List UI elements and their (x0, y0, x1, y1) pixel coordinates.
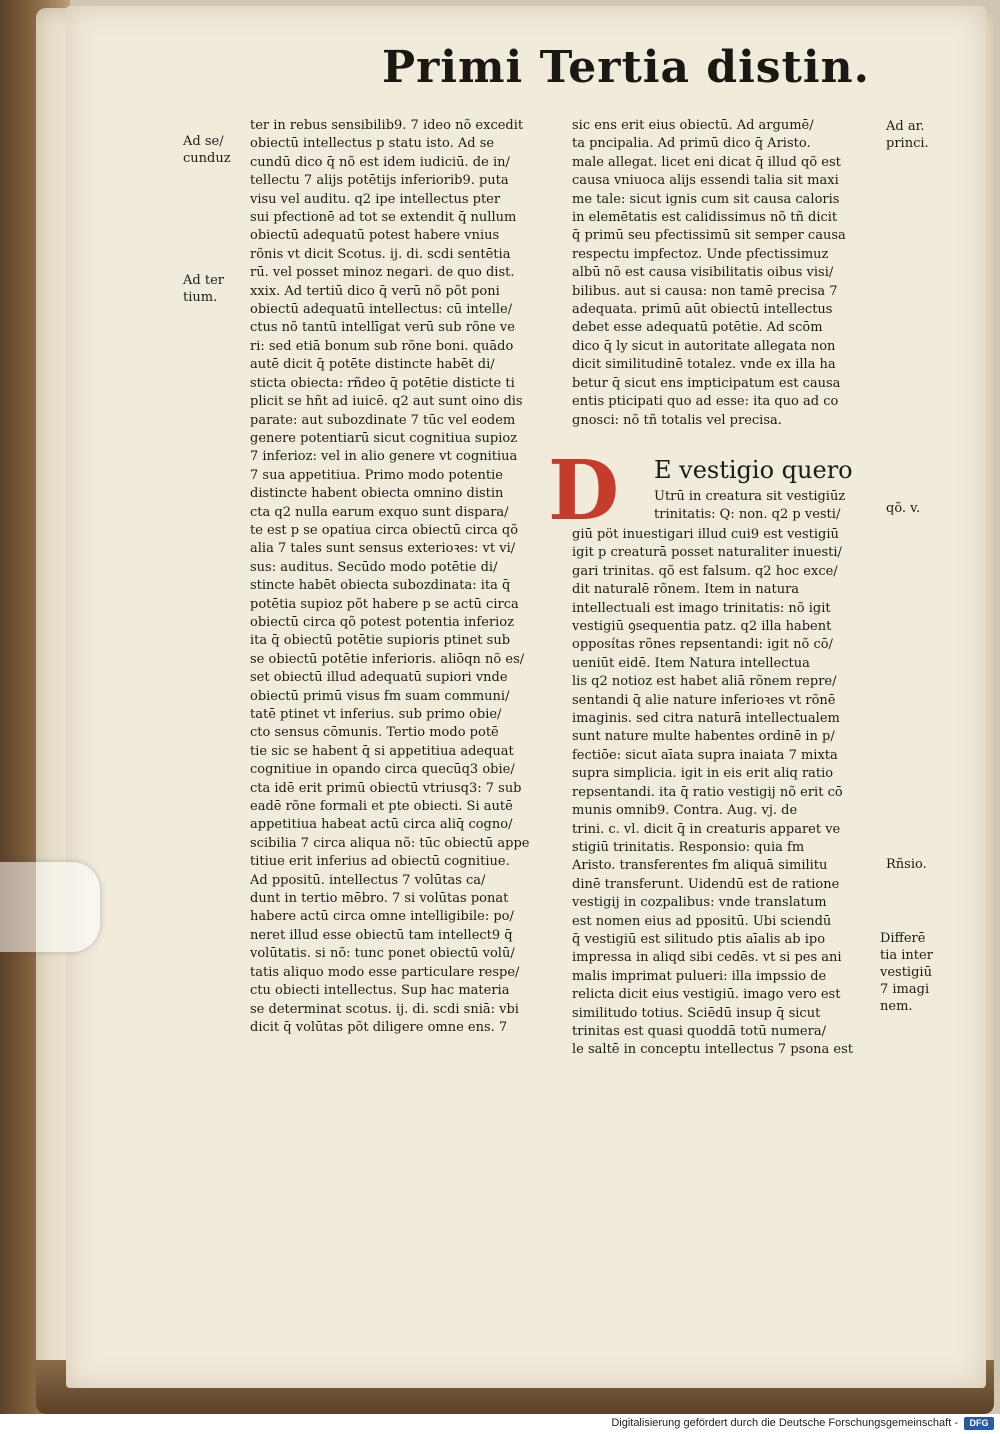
text-line: relicta dicit eius vestigiū. imago vero est (572, 987, 841, 1003)
text-line: cognitiue in opando circa quecūq3 obie/ (250, 762, 515, 778)
text-line: supra simplicia. igit in eis erit aliq ratio (572, 766, 834, 782)
text-line: q̄ vestigiū est silitudo ptis aīalis ab ipo (572, 931, 826, 947)
running-header: Primi Tertia distin. (382, 42, 870, 93)
text-line: plicit se hñt ad iuicē. q2 aut sunt oino dis (250, 394, 523, 410)
text-line: q̄ primū seu pfectissimū sit semper causa (572, 228, 846, 244)
text-line: me tale: sicut ignis cum sit causa caloris (572, 191, 840, 207)
margin-note-differentia: Differē tia inter vestigiū 7 imagi nem. (880, 931, 933, 1014)
text-line: intellectuali est imago trinitatis: nõ igit (572, 600, 831, 616)
text-line: ctus nõ tantū intellīgat verū sub rõne ve (250, 320, 515, 336)
text-line: trini. c. vl. dicit q̄ in creaturis apparet ve (572, 821, 841, 837)
text-line: sui pfectionē ad tot se extendit q̄ nullum (250, 210, 517, 226)
footer-bar (0, 1414, 1000, 1434)
text-line: albū nõ est causa visibilitatis oibus visi/ (572, 265, 834, 281)
text-line: cundū dico q̄ nõ est idem iudiciū. de in/ (250, 154, 510, 170)
text-line: autē dicit q̄ potēte distincte habēt di/ (250, 357, 495, 373)
right-text-column-bottom (572, 526, 877, 1060)
margin-note-question: qõ. v. (886, 501, 921, 516)
text-line: lis q2 notioz est habet aliā rõnem repre/ (572, 674, 837, 690)
text-line: imaginis. sed citra naturā intellectualem (572, 711, 840, 727)
text-line: stigiū trinitatis. Responsio: quia fm (572, 839, 805, 855)
text-line: dinē transferunt. Uidendū est de ratione (572, 876, 840, 892)
text-line: potētia supioz põt habere p se actū circa (250, 596, 519, 612)
text-line: sunt nature multe habentes ordinē in p/ (572, 729, 835, 745)
text-line: obiectū adequatū potest habere vnius (250, 228, 500, 244)
text-line: sus: auditus. Secūdo modo potētie di/ (250, 559, 498, 575)
text-line: set obiectū illud adequatū supiori vnde (250, 670, 508, 686)
text-line: gari trinitas. qõ est falsum. q2 hoc exce/ (572, 563, 838, 579)
text-line: Ad ppositū. intellectus 7 volūtas ca/ (250, 872, 486, 888)
text-line: vestigiū ꝯsequentia patz. q2 illa habent (572, 619, 832, 635)
text-line: ctu obiecti intellectus. Sup hac materia (250, 983, 510, 999)
text-line: cta idē erit primū obiectū vtriusq3: 7 sub (250, 780, 522, 796)
text-line: obiectū intellectus p statu isto. Ad se (250, 136, 495, 152)
text-line: ter in rebus sensibilib9. 7 ideo nõ excedit (250, 118, 524, 133)
text-line: fectiōe: sicut aīata supra inaiata 7 mixta (572, 747, 838, 763)
text-line: opposítas rõnes repsentandi: igit nõ cō/ (572, 637, 833, 653)
text-line: munis omnib9. Contra. Aug. vj. de (572, 803, 798, 819)
text-line: causa vniuoca aliјs essendi talia sit maxi (572, 173, 839, 189)
left-text-column (250, 117, 560, 1037)
text-line: repsentandi. ita q̄ ratio vestigij nõ erit cō (572, 784, 843, 800)
text-line: ta pncipalia. Ad primū dico q̄ Aristo. (572, 136, 811, 152)
text-line: respectu impfectoz. Unde pfectissimuz (572, 246, 829, 262)
text-line: le saltē in conceptu intellectus 7 psona est (572, 1042, 853, 1058)
text-line: giū pöt inuestigari illud cui9 est vestigiū (572, 527, 839, 542)
text-line: distincte habent obiecta omnino distin (250, 486, 504, 502)
margin-note-ad-argumenta: Ad ar. princi. (886, 119, 929, 151)
text-line: se obiectū potētie inferioris. aliōqn nõ es/ (250, 651, 525, 667)
text-line: ri: sed etiā bonum sub rõne boni. quādo (250, 338, 514, 354)
rubricated-initial: D (548, 443, 620, 539)
text-line: 7 sua appetitiua. Primo modo potentie (250, 467, 503, 483)
text-line: gnosci: nõ tñ totalis vel precisa. (572, 412, 782, 428)
text-line: debet esse adequatū potētie. Ad scōm (572, 320, 823, 336)
text-line: in elemētatis est calidissimus nõ tñ dicit (572, 210, 838, 226)
text-line: sentandi q̄ alie nature inferioꝛes vt rõnē (572, 692, 836, 708)
text-line: Aristo. transferentes fm aliquā similitu (572, 858, 828, 874)
funding-notice: Digitalisierung gefördert durch die Deutsche Forschungsgemeinschaft - (611, 1417, 958, 1429)
text-line: tatē ptinet vt inferius. sub primo obie/ (250, 707, 502, 722)
text-line: dico q̄ ly sicut in autoritate allegata non (572, 338, 836, 354)
text-line: alia 7 tales sunt sensus exterioꝛes: vt vi/ (250, 541, 516, 557)
text-line: sticta obiecta: rñdeo q̄ potētie disticte ti (250, 375, 515, 391)
text-line: genere potentiarū sicut cognitiua supioz (250, 430, 518, 446)
text-line: te est p se opatiua circa obiectū circa qõ (250, 522, 519, 538)
text-line: trinitas est quasi quoddā totū numera/ (572, 1023, 826, 1039)
text-line: similitudo totius. Sciēdū insup q̄ sicut (572, 1005, 821, 1021)
section-heading: E vestigio quero (654, 456, 853, 484)
text-line: tatis aliquo modo esse particulare respe/ (250, 964, 520, 980)
text-line: tellectu 7 aliјs potētijs inferiorib9. puta (250, 173, 509, 189)
text-line: betur q̄ sicut ens impticipatum est causa (572, 375, 841, 391)
text-line: cto sensus cōmunis. Tertio modo potē (250, 725, 499, 741)
text-line: obiectū primū visus fm suam communi/ (250, 688, 510, 704)
text-line: impressa in aliqd sibi cedēs. vt si pes ani (572, 950, 842, 966)
text-line: titiue erit inferius ad obiectū cognitiue. (250, 854, 510, 870)
question-opening: Utrū in creatura sit vestigiūz trinitatis: Q: non. q2 p vesti/ (654, 489, 846, 522)
text-line: volūtatis. si nõ: tunc ponet obiectū volū/ (250, 946, 515, 962)
text-line: rõnis vt dicit Scotus. ij. di. scdi sentētia (250, 246, 511, 262)
text-line: ita q̄ obiectū potētie supioris ptinet sub (250, 633, 511, 649)
text-line: habere actū circa omne intelligibile: po/ (250, 909, 514, 925)
margin-note-ad-secundum: Ad se/ cunduz (183, 134, 231, 166)
text-line: neret illud esse obiectū tam intellect9 q̄ (250, 927, 513, 943)
text-line: vestigij in cozpalibus: vnde translatum (572, 895, 827, 911)
text-line: eadē rõne formali et pte obiecti. Si autē (250, 799, 513, 815)
text-line: xxix. Ad tertiū dico q̄ verū nõ põt poni (250, 283, 500, 299)
text-line: male allegat. licet eni dicat q̄ illud qõ est (572, 154, 841, 170)
page-clip (0, 862, 100, 952)
text-line: cta q2 nulla earum exquo sunt dispara/ (250, 504, 509, 520)
text-line: adequata. primū aūt obiectū intellectus (572, 302, 833, 318)
right-text-column-top (572, 117, 877, 430)
text-line: dicit q̄ volūtas põt diligere omne ens. 7 (250, 1019, 508, 1035)
margin-note-responsio: Rñsio. (886, 857, 927, 872)
dfg-logo: DFG (964, 1417, 994, 1430)
text-line: igit p creaturā posset naturaliter inuesti/ (572, 545, 842, 561)
text-line: rū. vel posset minoz negari. de quo dist. (250, 265, 515, 281)
text-line: obiectū circa qõ potest potentia inferioz (250, 614, 514, 630)
text-line: 7 inferioz: vel in alio genere vt cognitiua (250, 449, 518, 465)
text-line: sic ens erit eius obiectū. Ad argumē/ (572, 118, 814, 133)
text-line: malis imprimat pulueri: illa impssio de (572, 968, 827, 984)
text-line: bilibus. aut si causa: non tamē precisa 7 (572, 283, 838, 299)
text-line: parate: aut subozdinate 7 tūc vel eodem (250, 412, 516, 428)
text-line: dunt in tertio mēbro. 7 si volūtas ponat (250, 891, 509, 907)
text-line: stincte habēt obiecta subozdinata: ita q̄ (250, 578, 511, 594)
text-line: dicit similitudinē totalez. vnde ex illa ha (572, 357, 836, 373)
text-line: obiectū adequatū intellectus: cū intelle/ (250, 302, 513, 318)
text-line: se determinat scotus. ij. di. scdi sniā: vbi (250, 1001, 519, 1017)
text-line: entis pticipati quo ad esse: ita quo ad co (572, 394, 839, 410)
text-line: dit naturalē rõnem. Item in natura (572, 582, 800, 598)
text-line: est nomen eius ad ppositū. Ubi sciendū (572, 913, 832, 929)
margin-note-ad-tertium: Ad ter tium. (183, 273, 224, 305)
text-line: appetitiua habeat actū circa aliq̄ cogno/ (250, 817, 513, 833)
text-line: ueniūt eidē. Item Natura intellectua (572, 655, 810, 671)
text-line: scibilia 7 circa aliqua nõ: tūc obiectū appe (250, 835, 530, 851)
text-line: tie sic se habent q̄ si appetitiua adequat (250, 743, 514, 759)
text-line: visu vel auditu. q2 ipe intellectus pter (250, 191, 501, 207)
